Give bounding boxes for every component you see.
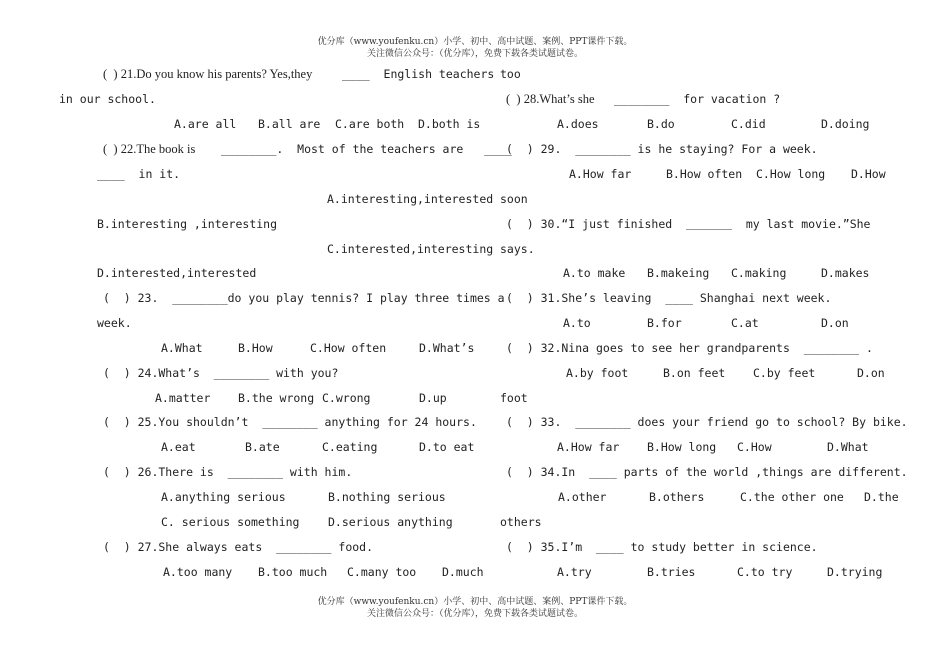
q28-stem-cont: ________ for vacation ? <box>614 92 781 106</box>
q28-stem: ( ) 28.What’s she <box>506 92 595 106</box>
q34-option-a: A.other <box>558 490 607 504</box>
q35-stem: ( ) 35.I’m ____ to study better in science. <box>506 540 818 554</box>
q35-option-a: A.try <box>557 565 592 579</box>
q27-stem-end: too <box>500 67 521 81</box>
q23-stem-end: week. <box>97 316 132 330</box>
footer-line-2: 关注微信公众号：（优分库），免费下载各类试题试卷。 <box>366 609 583 619</box>
q30-stem: ( ) 30.“I just finished ＿＿＿＿ my last movie.”She <box>506 217 871 231</box>
q22-stem: ( ) 22.The book is <box>103 142 196 156</box>
q32-stem: ( ) 32.Nina goes to see her grandparents ________ . <box>506 341 873 355</box>
q27-option-a: A.too many <box>163 565 233 579</box>
q25-option-c: C.eating <box>322 440 378 454</box>
q26-option-b: B.nothing serious <box>328 490 446 504</box>
header-line-2: 关注微信公众号：（优分库），免费下载各类试题试卷。 <box>366 49 583 59</box>
q33-stem: ( ) 33. ________ does your friend go to school? By bike. <box>506 415 908 429</box>
q21-option-b: B.all are <box>258 117 321 131</box>
q22-option-a: A.interesting,interested <box>327 192 494 206</box>
q22-option-b: B.interesting ,interesting <box>97 217 278 231</box>
q28-option-b: B.do <box>647 117 675 131</box>
q24-stem: ( ) 24.What’s ________ with you? <box>103 366 339 380</box>
q26-option-c: C. serious something <box>161 515 300 529</box>
q27-option-d: D.much <box>442 565 484 579</box>
q25-option-d: D.to eat <box>419 440 475 454</box>
q21-option-a: A.are all <box>174 117 237 131</box>
q31-option-a: A.to <box>563 316 591 330</box>
q24-option-c: C.wrong <box>322 391 371 405</box>
q32-option-a: A.by foot <box>566 366 629 380</box>
q24-option-d: D.up <box>419 391 447 405</box>
q21-stem-cont: ____ English teachers <box>342 67 495 81</box>
q31-option-c: C.at <box>731 316 759 330</box>
q21-option-c: C.are both <box>335 117 405 131</box>
q30-option-c: C.making <box>731 266 787 280</box>
q29-stem: ( ) 29. ________ is he staying? For a week. <box>506 142 818 156</box>
footer-line-1: 优分库（www.youfenku.cn）小学、初中、高中试题、案例、PPT课件下载。 <box>317 597 633 607</box>
q27-option-c: C.many too <box>347 565 417 579</box>
q22-option-c: C.interested,interesting <box>327 242 494 256</box>
q30-stem-end: says. <box>500 242 535 256</box>
q33-option-c: C.How <box>737 440 772 454</box>
q35-option-b: B.tries <box>647 565 696 579</box>
q24-option-b: B.the wrong <box>238 391 315 405</box>
q29-option-a: A.How far <box>569 167 632 181</box>
q30-option-b: B.makeing <box>647 266 710 280</box>
q22-stem-cont: ________. Most of the teachers are ____ <box>221 142 512 156</box>
q30-option-a: A.to make <box>563 266 626 280</box>
q24-option-a: A.matter <box>155 391 211 405</box>
q33-option-a: A.How far <box>557 440 620 454</box>
q33-option-d: D.What <box>827 440 869 454</box>
q34-option-c: C.the other one <box>740 490 844 504</box>
q29-option-b: B.How often <box>666 167 743 181</box>
q28-option-c: C.did <box>731 117 766 131</box>
q32-option-d: D.on <box>857 366 885 380</box>
q22-stem-end: ____ in it. <box>97 167 181 181</box>
q23-option-c: C.How often <box>310 341 387 355</box>
q26-stem: ( ) 26.There is ________ with him. <box>103 465 353 479</box>
q26-option-d: D.serious anything <box>328 515 453 529</box>
q32-option-c: C.by feet <box>753 366 816 380</box>
q25-option-a: A.eat <box>161 440 196 454</box>
q27-stem: ( ) 27.She always eats ________ food. <box>103 540 374 554</box>
q22-option-d: D.interested,interested <box>97 266 257 280</box>
q34-option-d: D.the <box>864 490 899 504</box>
q28-option-d: D.doing <box>821 117 870 131</box>
q34-option-d-end: others <box>500 515 542 529</box>
q29-option-d: D.How <box>851 167 886 181</box>
q30-option-d: D.makes <box>821 266 870 280</box>
q26-option-a: A.anything serious <box>161 490 286 504</box>
q31-option-b: B.for <box>647 316 682 330</box>
q21-option-d: D.both is <box>418 117 481 131</box>
q35-option-d: D.trying <box>827 565 883 579</box>
q28-option-a: A.does <box>557 117 599 131</box>
q23-option-b: B.How <box>238 341 273 355</box>
q29-option-c: C.How long <box>756 167 826 181</box>
q23-option-a: A.What <box>161 341 203 355</box>
q29-option-d-end: soon <box>500 192 528 206</box>
q33-option-b: B.How long <box>647 440 717 454</box>
header-line-1: 优分库（www.youfenku.cn）小学、初中、高中试题、案例、PPT课件下载。 <box>317 37 633 47</box>
q34-option-b: B.others <box>649 490 705 504</box>
q23-stem: ( ) 23. ________do you play tennis? I play three times a <box>103 291 505 305</box>
q31-option-d: D.on <box>821 316 849 330</box>
q32-option-b: B.on feet <box>663 366 726 380</box>
q27-option-b: B.too much <box>258 565 328 579</box>
q25-option-b: B.ate <box>245 440 280 454</box>
q25-stem: ( ) 25.You shouldn’t ________ anything for 24 hours. <box>103 415 477 429</box>
q21-stem-end: in our school. <box>59 92 156 106</box>
q21-stem: ( ) 21.Do you know his parents? Yes,they <box>103 67 313 81</box>
q34-stem: ( ) 34.In ____ parts of the world ,things are different. <box>506 465 908 479</box>
q32-option-d-end: foot <box>500 391 528 405</box>
q35-option-c: C.to try <box>737 565 793 579</box>
q23-option-d: D.What’s <box>419 341 475 355</box>
q31-stem: ( ) 31.She’s leaving ____ Shanghai next week. <box>506 291 832 305</box>
